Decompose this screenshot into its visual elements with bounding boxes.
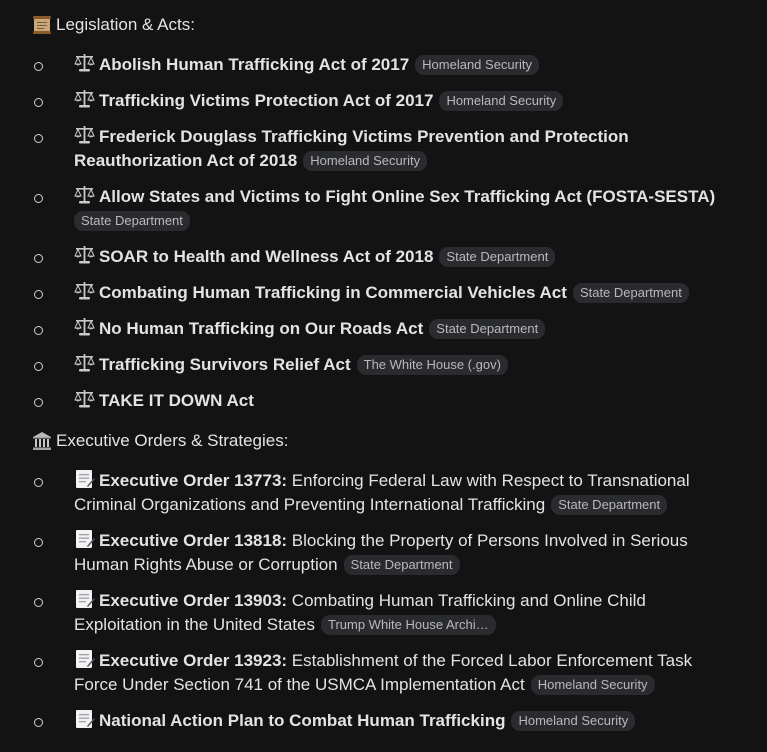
classical-building-icon	[32, 431, 52, 451]
source-chip[interactable]: Homeland Security	[415, 55, 539, 75]
order-description: Blocking the Property of Persons Involved in Serious Human Rights Abuse or Corruption	[74, 531, 688, 574]
source-chip[interactable]: Homeland Security	[439, 91, 563, 111]
bullet	[34, 478, 43, 487]
act-title: Combating Human Trafficking in Commercial Vehicles Act	[99, 283, 567, 302]
order-title: Executive Order 13923:	[99, 651, 288, 670]
bullet	[34, 62, 43, 71]
order-title: Executive Order 13903:	[99, 591, 288, 610]
memo-icon	[74, 709, 95, 729]
source-chip[interactable]: The White House (.gov)	[357, 355, 508, 375]
order-description: Enforcing Federal Law with Respect to Transnational Criminal Organizations and Preventing International Trafficking	[74, 471, 690, 514]
act-title: SOAR to Health and Wellness Act of 2018	[99, 247, 434, 266]
bullet	[34, 254, 43, 263]
balance-scale-icon	[74, 185, 95, 205]
source-chip[interactable]: Homeland Security	[531, 675, 655, 695]
bullet	[34, 718, 43, 727]
memo-icon	[74, 649, 95, 669]
bullet	[34, 134, 43, 143]
balance-scale-icon	[74, 317, 95, 337]
source-chip[interactable]: Homeland Security	[511, 711, 635, 731]
act-title: Frederick Douglass Trafficking Victims Prevention and Protection Reauthorization Act of 2018	[74, 127, 629, 170]
bullet	[34, 538, 43, 547]
executive-heading-text: Executive Orders & Strategies:	[56, 431, 289, 450]
source-chip[interactable]: State Department	[439, 247, 555, 267]
order-description: Establishment of the Forced Labor Enforcement Task Force Under Section 741 of the USMCA Implementation Act	[74, 651, 693, 694]
order-title: Executive Order 13818:	[99, 531, 288, 550]
balance-scale-icon	[74, 389, 95, 409]
source-chip[interactable]: State Department	[551, 495, 667, 515]
balance-scale-icon	[74, 125, 95, 145]
source-chip[interactable]: Trump White House Archi…	[321, 615, 496, 635]
act-title: No Human Trafficking on Our Roads Act	[99, 319, 424, 338]
balance-scale-icon	[74, 353, 95, 373]
balance-scale-icon	[74, 281, 95, 301]
memo-icon	[74, 469, 95, 489]
legislation-heading-text: Legislation & Acts:	[56, 15, 195, 34]
executive-heading	[32, 429, 288, 453]
bullet	[34, 98, 43, 107]
order-description: Combating Human Trafficking and Online Child Exploitation in the United States	[74, 591, 646, 634]
source-chip[interactable]: State Department	[74, 211, 190, 231]
bullet	[34, 398, 43, 407]
bullet	[34, 194, 43, 203]
balance-scale-icon	[74, 89, 95, 109]
act-title: Allow States and Victims to Fight Online Sex Trafficking Act (FOSTA-SESTA)	[99, 187, 716, 206]
bullet	[34, 290, 43, 299]
memo-icon	[74, 529, 95, 549]
act-title: Abolish Human Trafficking Act of 2017	[99, 55, 410, 74]
legislation-heading	[32, 13, 195, 37]
bullet	[34, 326, 43, 335]
order-title: National Action Plan to Combat Human Trafficking	[99, 711, 506, 730]
source-chip[interactable]: State Department	[429, 319, 545, 339]
act-title: Trafficking Victims Protection Act of 2017	[99, 91, 434, 110]
bullet	[34, 658, 43, 667]
bullet	[34, 362, 43, 371]
bullet	[34, 598, 43, 607]
memo-icon	[74, 589, 95, 609]
source-chip[interactable]: State Department	[344, 555, 460, 575]
order-title: Executive Order 13773:	[99, 471, 288, 490]
balance-scale-icon	[74, 245, 95, 265]
source-chip[interactable]: State Department	[573, 283, 689, 303]
source-chip[interactable]: Homeland Security	[303, 151, 427, 171]
scroll-icon	[32, 15, 52, 35]
act-title: Trafficking Survivors Relief Act	[99, 355, 351, 374]
balance-scale-icon	[74, 53, 95, 73]
act-title: TAKE IT DOWN Act	[99, 391, 254, 410]
